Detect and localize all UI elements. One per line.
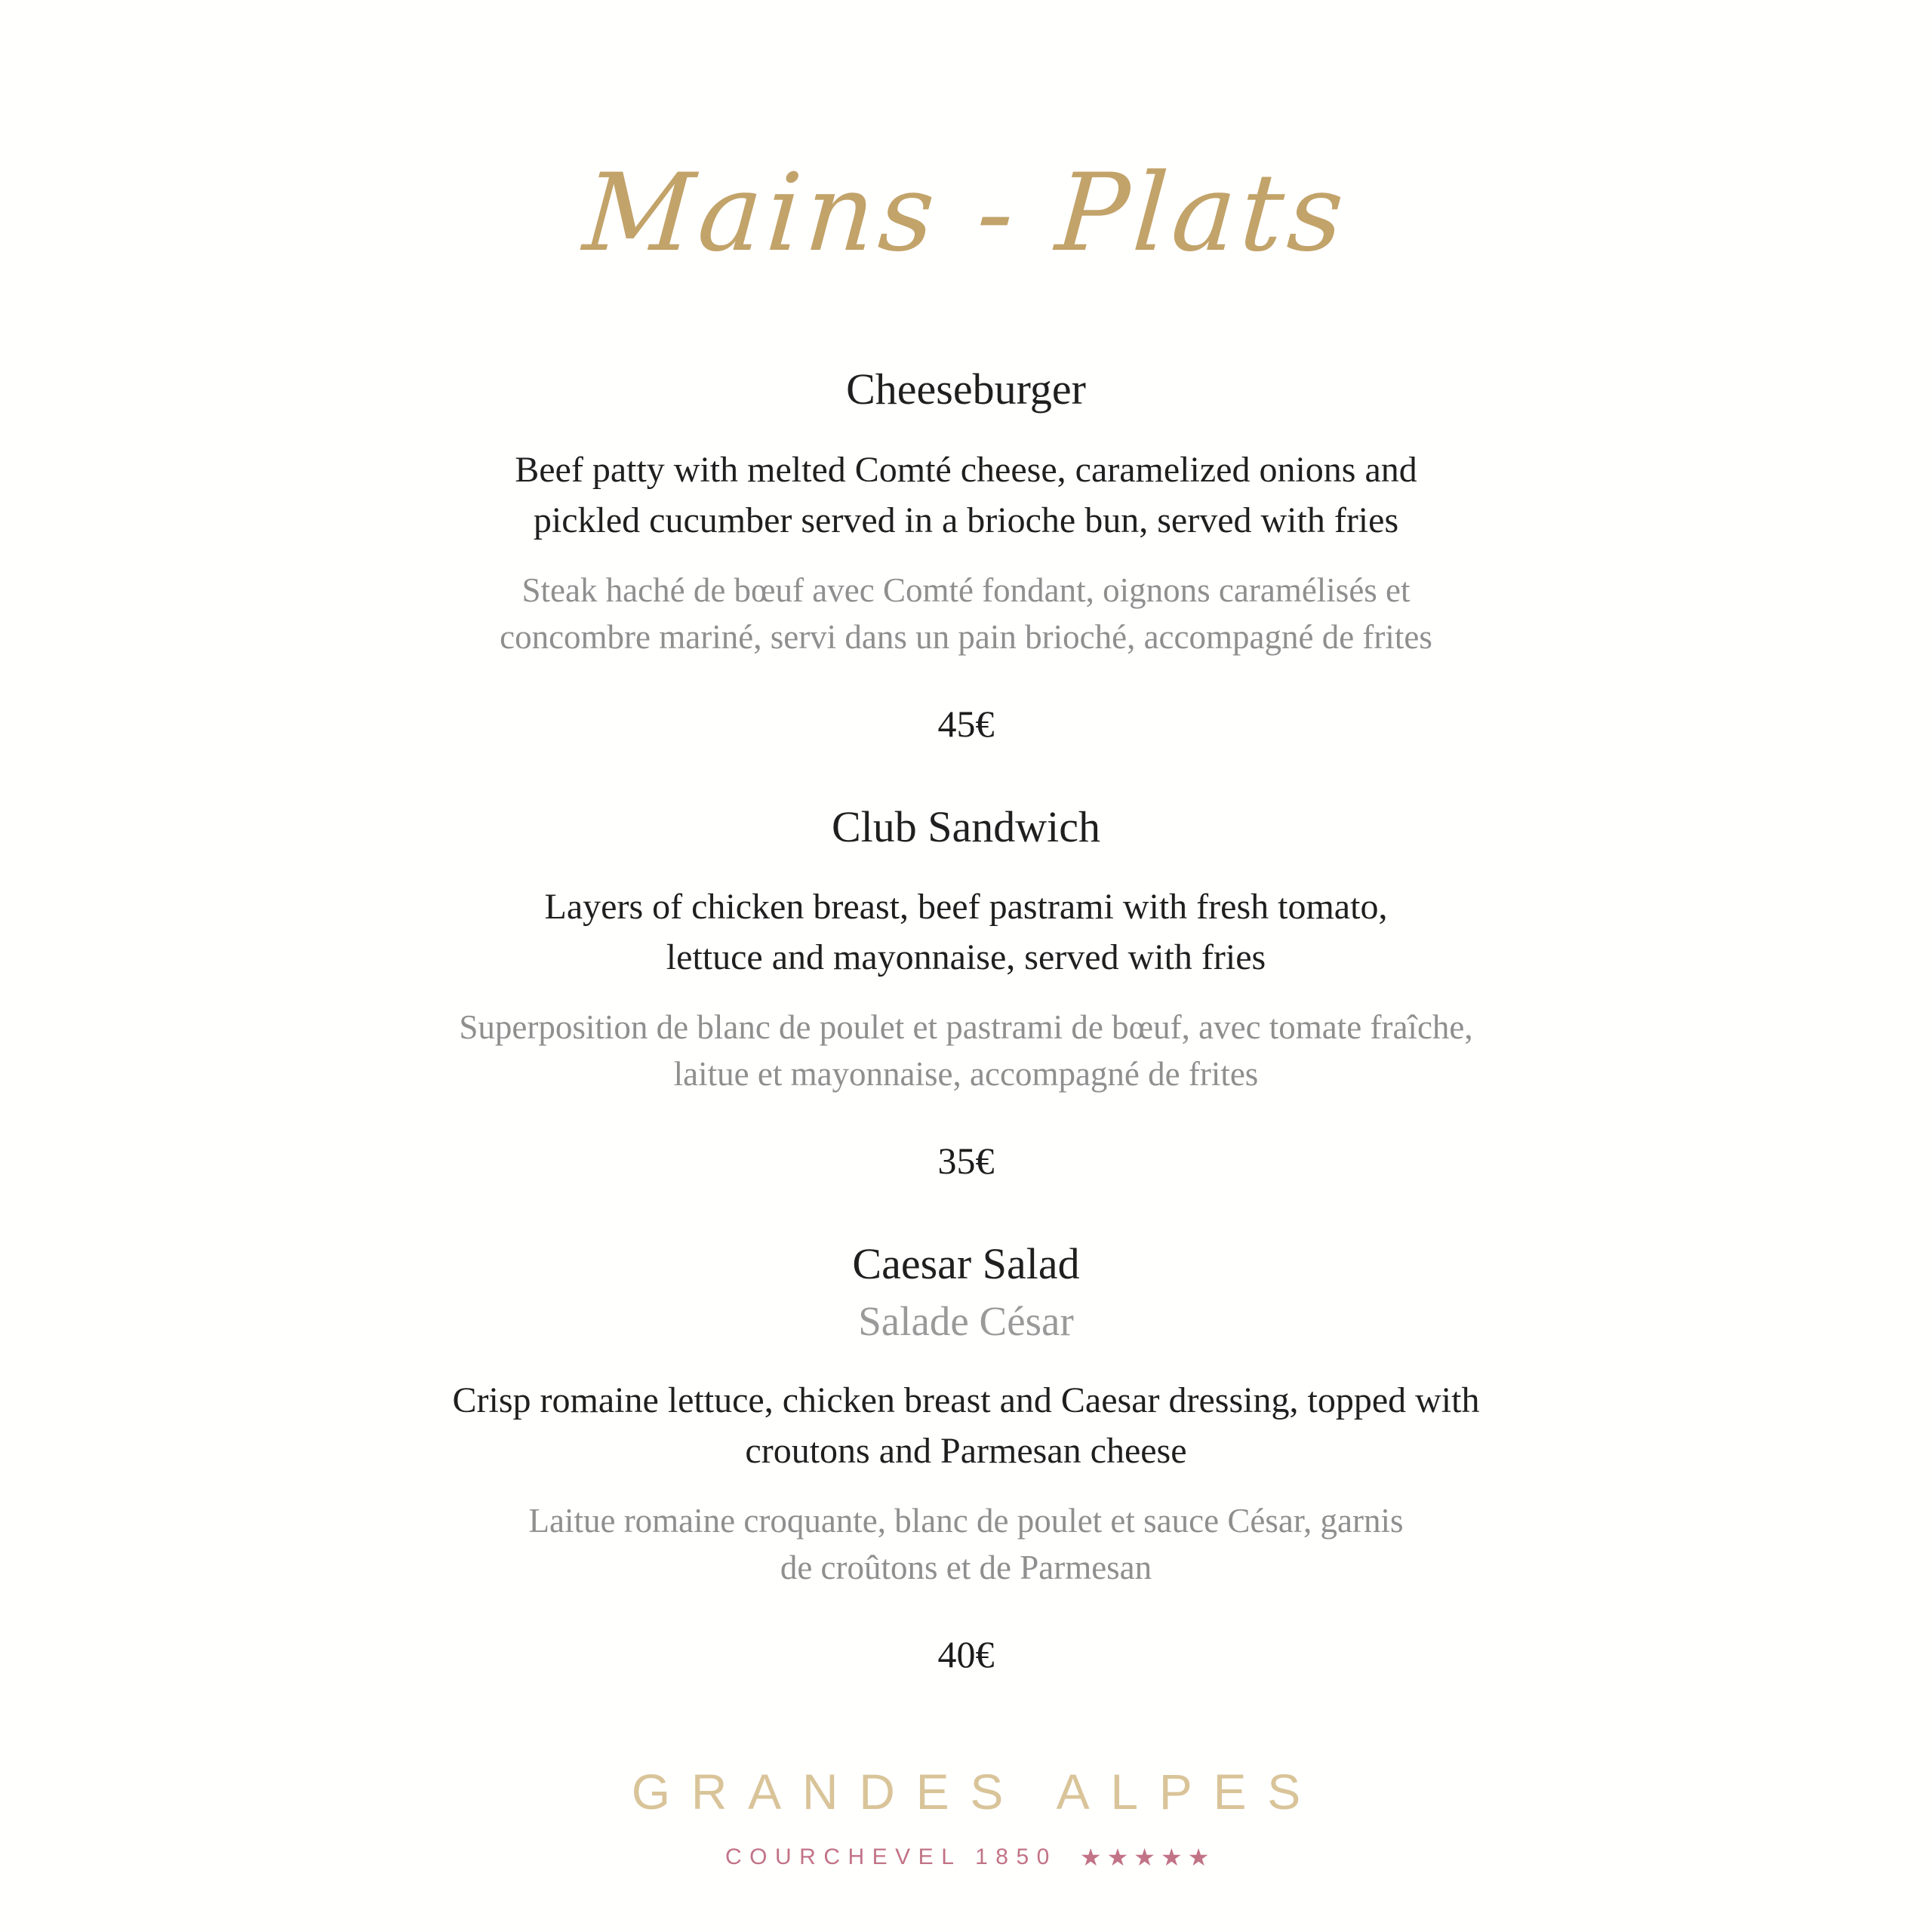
description-line: lettuce and mayonnaise, served with fries [666,937,1266,978]
description-line: pickled cucumber served in a brioche bun, served with fries [533,500,1399,540]
description-line: Layers of chicken breast, beef pastrami with fresh tomato, [544,887,1388,928]
description-line: Steak haché de bœuf avec Comté fondant, oignons caramélisés et [521,571,1411,609]
brand-subtitle [611,1843,1321,1872]
item-name-french: Salade César [858,1297,1074,1344]
description-line: croutons and Parmesan cheese [745,1430,1187,1471]
item-description-english [459,881,1472,983]
item-name: Club Sandwich [831,801,1101,851]
item-price: 40€ [937,1632,995,1675]
item-price: 35€ [937,1140,995,1183]
description-line: concombre mariné, servi dans un pain brioché, accompagné de frites [500,617,1432,656]
description-line: laitue et mayonnaise, accompagné de frites [673,1055,1259,1094]
brand-name: GRANDES ALPES [631,1763,1321,1820]
menu-section-title: Mains - Plats [580,151,1352,275]
brand-location: COURCHEVEL 1850 [725,1844,1057,1869]
item-description-french [459,1004,1472,1097]
description-line: Beef patty with melted Comté cheese, caramelized onions and [515,449,1417,490]
item-description-english [453,1375,1480,1476]
description-line: Superposition de blanc de poulet et pastrami de bœuf, avec tomate fraîche, [459,1008,1473,1047]
menu-item-cheeseburger [500,363,1432,746]
item-description-french [453,1497,1480,1591]
description-line: Crisp romaine lettuce, chicken breast and Caesar dressing, topped with [452,1380,1480,1420]
item-description-french [500,567,1432,660]
five-stars-icon: ★★★★★ [1079,1842,1215,1872]
menu-item-club-sandwich [459,801,1472,1184]
item-description-english [500,445,1432,546]
item-price: 45€ [937,702,995,745]
description-line: de croûtons et de Parmesan [780,1548,1152,1586]
item-name: Caesar Salad [852,1239,1080,1289]
item-name: Cheeseburger [846,365,1086,414]
menu-item-caesar-salad [453,1238,1480,1677]
description-line: Laitue romaine croquante, blanc de poulet et sauce César, garnis [528,1501,1404,1540]
hotel-logo [611,1763,1321,1872]
